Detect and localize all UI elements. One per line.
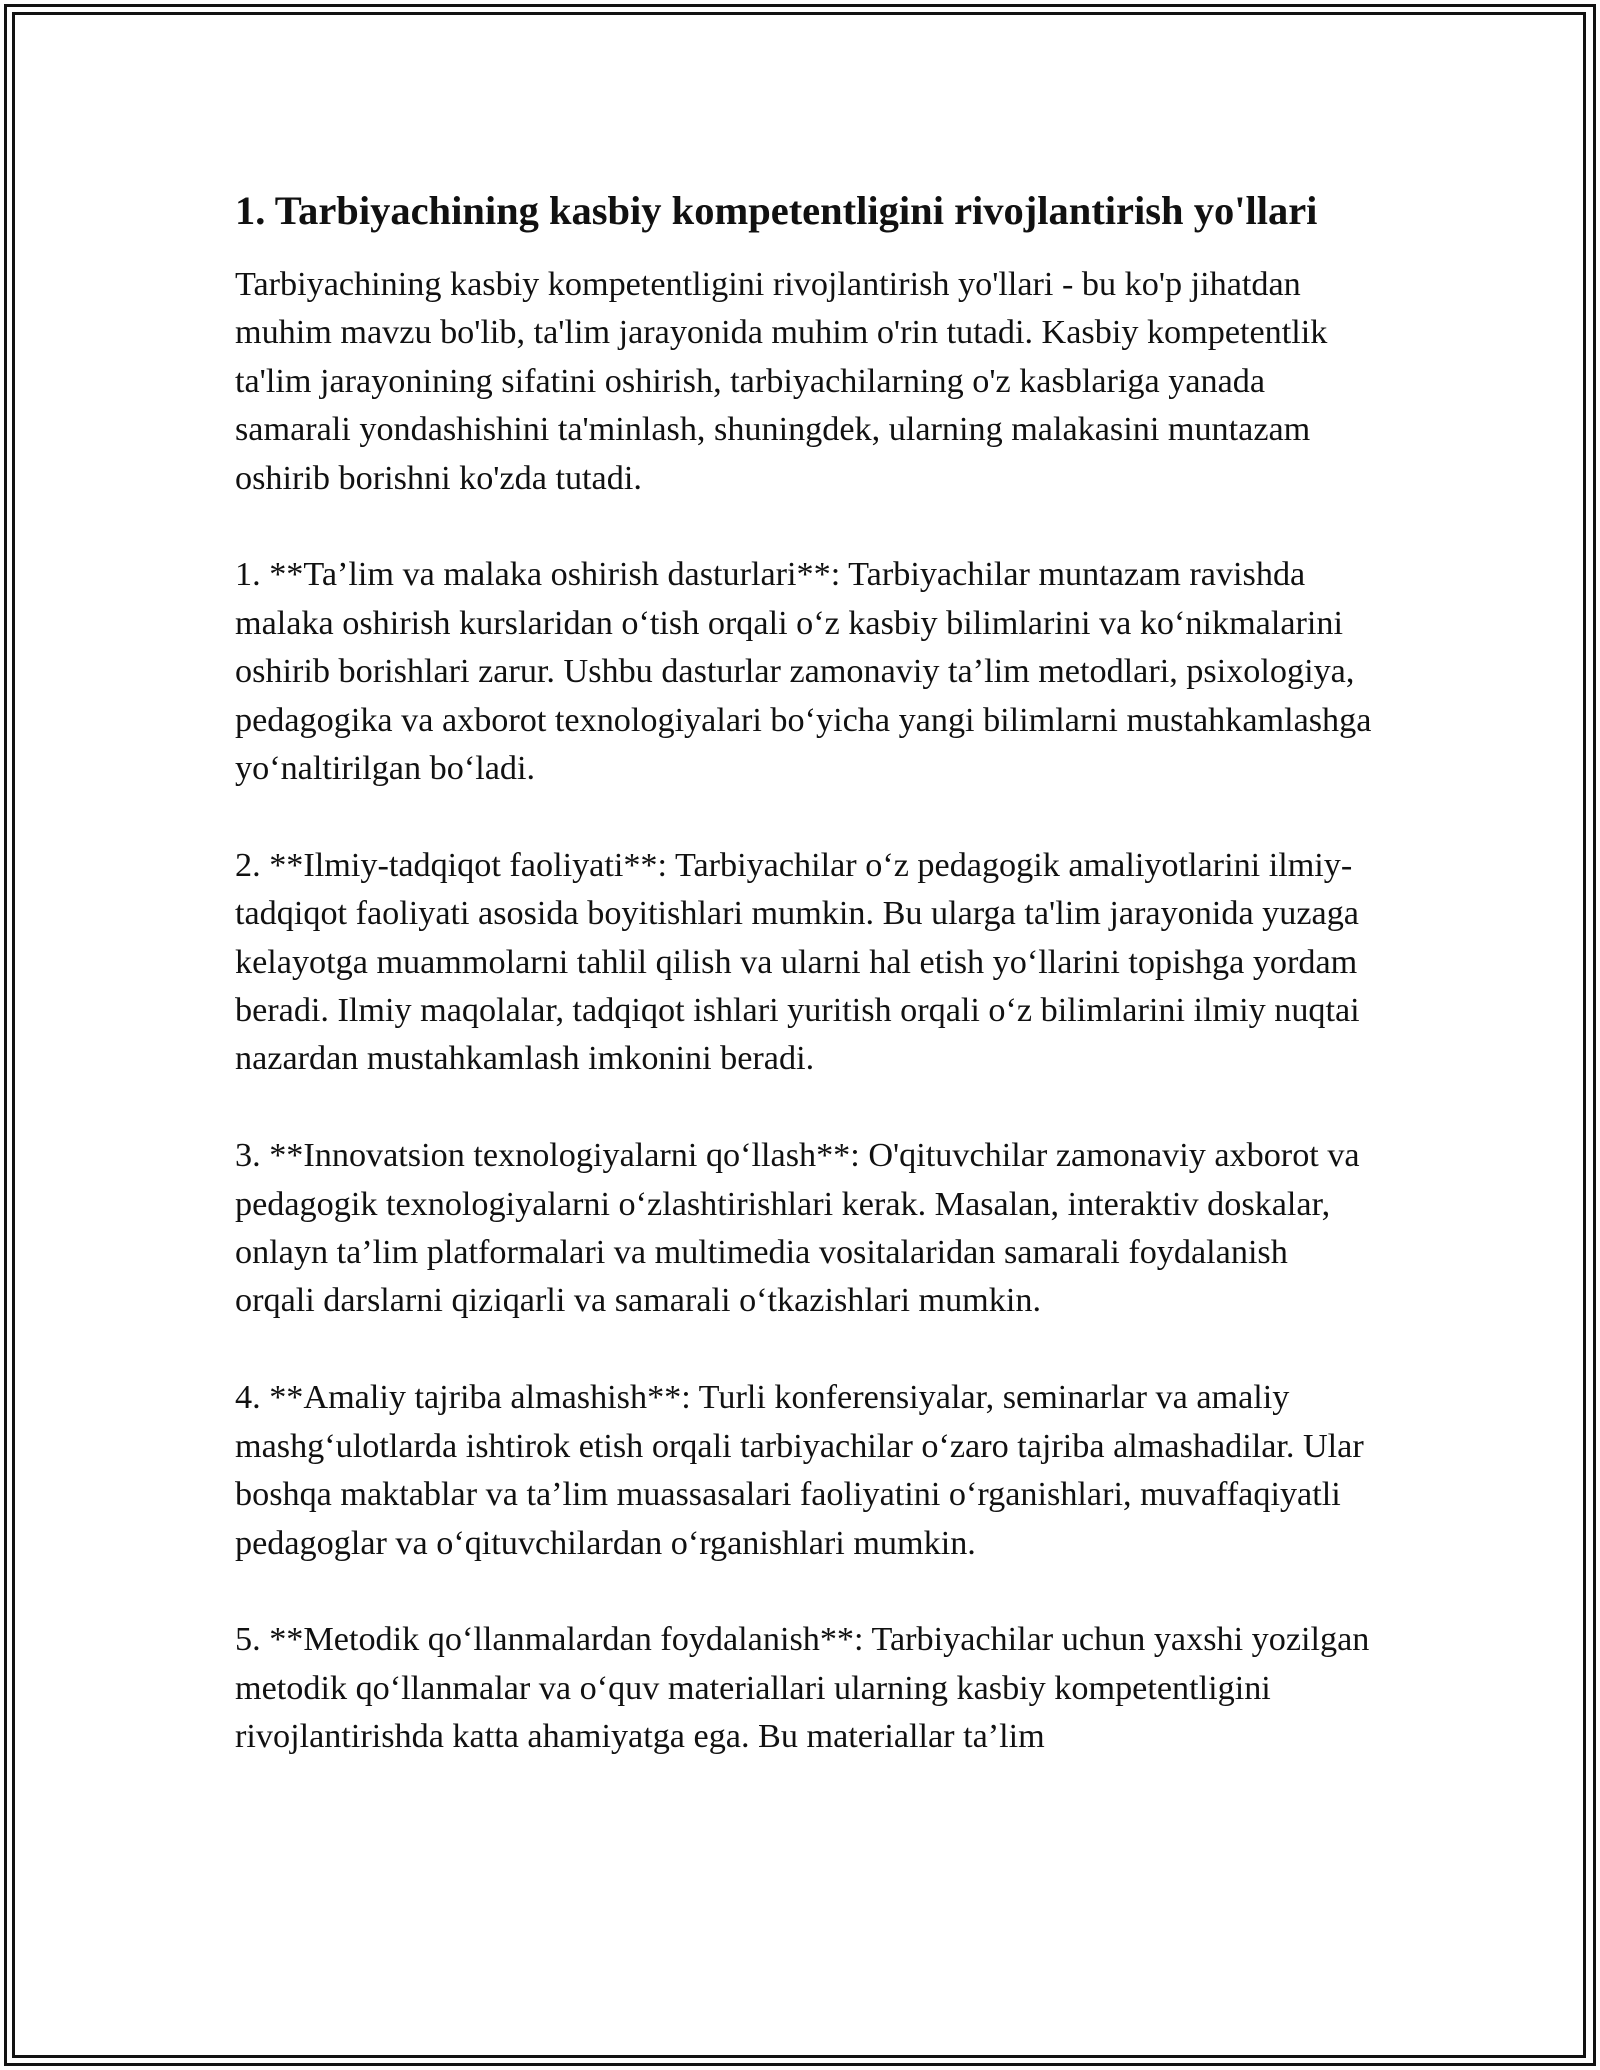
document-page bbox=[235, 185, 1375, 1810]
list-item-5: 5. **Metodik qo‘llanmalardan foydalanish**: Tarbiyachilar uchun yaxshi yozilgan metodik qo‘llanmalar va o‘quv materiallari ularning kasbiy kompetentligini rivojlantirishda katta ahamiyatga ega. Bu materiallar ta’lim bbox=[235, 1621, 1370, 1756]
list-item-2: 2. **Ilmiy-tadqiqot faoliyati**: Tarbiyachilar o‘z pedagogik amaliyotlarini ilmiy-tadqiqot faoliyati asosida boyitishlari mumkin. Bu ularga ta'lim jarayonida yuzaga kelayotga muammolarni tahlil qilish va ularni hal etish yo‘llarini topishga yordam beradi. Ilmiy maqolalar, tadqiqot ishlari yuritish orqali o‘z bilimlarini ilmiy nuqtai nazardan mustahkamlash imkonini beradi. bbox=[235, 846, 1360, 1078]
list-item-1: 1. **Ta’lim va malaka oshirish dasturlari**: Tarbiyachilar muntazam ravishda malaka oshirish kurslaridan o‘tish orqali o‘z kasbiy bilimlarini va ko‘nikmalarini oshirib borishlari zarur. Ushbu dasturlar zamonaviy ta’lim metodlari, psixologiya, pedagogika va axborot texnologiyalari bo‘yicha yangi bilimlarni mustahkamlashga yo‘naltirilgan bo‘ladi. bbox=[235, 556, 1372, 788]
document-title: 1. Tarbiyachining kasbiy kompetentligini rivojlantirish yo'llari bbox=[235, 188, 1318, 233]
list-item-3: 3. **Innovatsion texnologiyalarni qo‘llash**: O'qituvchilar zamonaviy axborot va pedagogik texnologiyalarni o‘zlashtirishlari kerak. Masalan, interaktiv doskalar, onlayn ta’lim platformalari va multimedia vositalaridan samarali foydalanish orqali darslarni qiziqarli va samarali o‘tkazishlari mumkin. bbox=[235, 1137, 1360, 1320]
list-item-4: 4. **Amaliy tajriba almashish**: Turli konferensiyalar, seminarlar va amaliy mashg‘ulotlarda ishtirok etish orqali tarbiyachilar o‘zaro tajriba almashadilar. Ular boshqa maktablar va ta’lim muassasalari faoliyatini o‘rganishlari, muvaffaqiyatli pedagoglar va o‘qituvchilardan o‘rganishlari mumkin. bbox=[235, 1379, 1364, 1562]
intro-paragraph: Tarbiyachining kasbiy kompetentligini rivojlantirish yo'llari - bu ko'p jihatdan muhim mavzu bo'lib, ta'lim jarayonida muhim o'rin tutadi. Kasbiy kompetentlik ta'lim jarayonining sifatini oshirish, tarbiyachilarning o'z kasblariga yanada samarali yondashishini ta'minlash, shuningdek, ularning malakasini muntazam oshirib borishni ko'zda tutadi. bbox=[235, 266, 1328, 497]
